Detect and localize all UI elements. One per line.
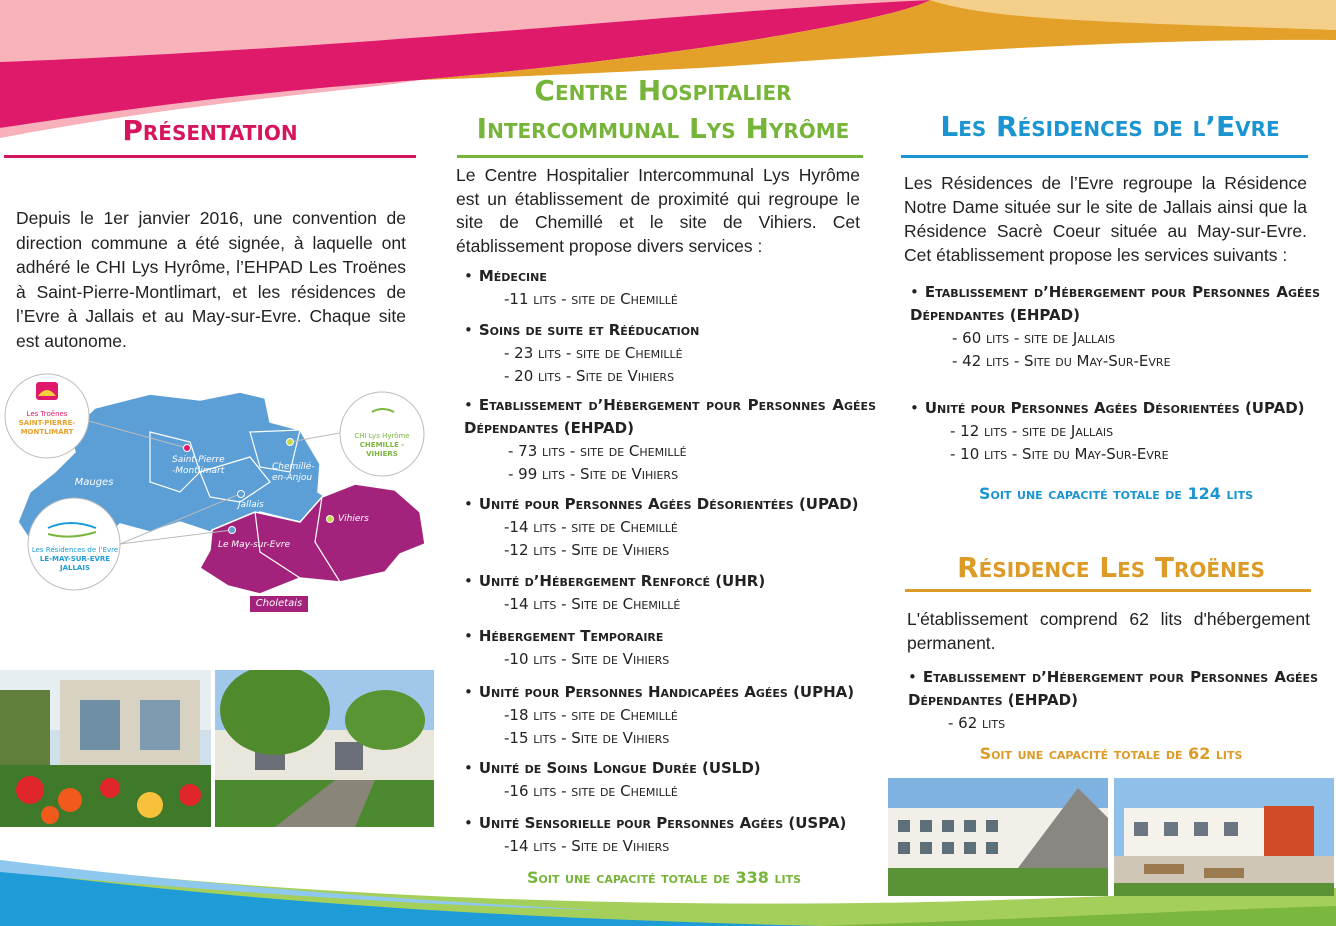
chi-services-list [464,265,876,862]
choletais-tag: Choletais [250,596,308,612]
chi-service [464,757,876,812]
chi-service [464,812,876,862]
troenes-title-rule [905,589,1311,592]
troenes-intro: L'établissement comprend 62 lits d'hébergement permanent. [907,609,1310,653]
bullet-icon: • [910,399,919,417]
vihiers-marker [327,516,334,523]
bullet-icon: • [464,396,473,414]
evre-total: Soit une capacité totale de 124 lits [979,484,1253,503]
evre-service-line: - 42 lits - Site du May-Sur-Evre [952,352,1171,370]
bullet-icon: • [464,572,473,590]
chi-service-line: - 73 lits - site de Chemillé [508,442,687,460]
troenes-total: Soit une capacité totale de 62 lits [979,744,1243,763]
chi-service-line: - 20 lits - Site de Vihiers [504,367,675,385]
bullet-icon: • [908,668,917,686]
mauges-tag: Mauges [66,475,122,491]
logo-residences-line2: LE-MAY-SUR-EVRE [39,555,111,563]
evre-title: Les Résidences de l’Evre [940,110,1280,143]
chemille-marker [287,439,294,446]
chi-title-line1: Centre Hospitalier [534,74,792,107]
evre-services-list [910,281,1320,477]
chi-service-name: Soins de suite et Rééducation [478,321,700,339]
evre-service-name: Etablissement d’Hébergement pour Personnes Agées Dépendantes (EHPAD) [910,283,1320,324]
chi-service [464,570,876,625]
chi-service-line: -14 lits - site de Chemillé [504,518,678,536]
saint-pierre-marker [184,445,191,452]
chi-service [464,319,876,394]
chi-service-line: -14 lits - Site de Chemillé [504,595,681,613]
chi-service-name: Unité pour Personnes Handicapées Agées (UPHA) [478,683,855,701]
chi-service-line: -16 lits - site de Chemillé [504,782,678,800]
bullet-icon: • [910,283,919,301]
logo-residences [28,546,122,573]
bullet-icon: • [464,814,473,832]
evre-service [910,281,1320,397]
chi-service [464,625,876,681]
bullet-icon: • [464,321,473,339]
chi-total: Soit une capacité totale de 338 lits [527,868,801,887]
chi-service-line: -12 lits - Site de Vihiers [504,541,670,559]
may-marker [229,527,236,534]
chi-service-line: -18 lits - site de Chemillé [504,706,678,724]
map-label-vihiers: Vihiers [338,514,369,524]
bullet-icon: • [464,683,473,701]
presentation-text: Depuis le 1er janvier 2016, une convention de direction commune a été signée, à laquelle ont adhéré le CHI Lys Hyrôme, l’EHPAD Les Troënes à Saint-Pierre-Montlimart, et les résidences de l’Evre à Jallais et au May-sur-Evre. Chaque site est autonome. [16,208,406,351]
photo-residence-building-1 [888,778,1108,896]
chi-service-line: - 99 lits - Site de Vihiers [508,465,679,483]
logo-troenes-line3: MONTLIMART [20,428,74,436]
chi-service-name: Unité de Soins Longue Durée (USLD) [478,759,761,777]
map-label-jallais: Jallais [238,500,264,510]
logo-chi-line1: CHI Lys Hyrôme [354,432,410,440]
chi-service-name: Etablissement d’Hébergement pour Personnes Agées Dépendantes (EHPAD) [464,396,876,437]
evre-service-name: Unité pour Personnes Agées Désorientées (UPAD) [924,399,1305,417]
chi-service-name: Médecine [478,267,547,285]
presentation-title-rule [4,155,416,158]
map-label-chemille: Chemillé- en-Anjou [272,462,315,483]
troenes-service-line: - 62 lits [948,714,1006,732]
photo-residence-building-2 [1114,778,1334,896]
photo-building-flowers [0,670,211,827]
bullet-icon: • [464,267,473,285]
logo-troenes [10,410,84,437]
map-label-may: Le May-sur-Evre [218,540,291,550]
chi-service [464,394,876,493]
logo-troenes-line2: SAINT-PIERRE- [18,419,76,427]
chi-title-line2: Intercommunal Lys Hyrôme [476,112,850,145]
chi-service-line: - 23 lits - site de Chemillé [504,344,683,362]
evre-service-line: - 12 lits - site de Jallais [950,422,1114,440]
chi-service-name: Unité Sensorielle pour Personnes Agées (USPA) [478,814,847,832]
chi-service-name: Unité pour Personnes Agées Désorientées (UPAD) [478,495,859,513]
chi-service [464,493,876,570]
chi-service-name: Hébergement Temporaire [478,627,664,645]
evre-service-line: - 60 lits - site de Jallais [952,329,1116,347]
chi-title [455,72,871,148]
logo-chi [344,432,420,459]
evre-title-rule [901,155,1308,158]
troenes-service-name: Etablissement d’Hébergement pour Personnes Agées Dépendantes (EHPAD) [908,668,1318,709]
chi-title-rule [457,155,863,158]
chi-service-name: Unité d’Hébergement Renforcé (UHR) [478,572,766,590]
bullet-icon: • [464,759,473,777]
chi-service-line: -15 lits - Site de Vihiers [504,729,670,747]
chi-service [464,681,876,757]
map-label-saint-pierre: Saint-Pierre -Montlimart [172,455,225,476]
evre-intro: Les Résidences de l’Evre regroupe la Résidence Notre Dame située sur le site de Jallais ainsi que la Résidence Sacrè Coeur située au May-sur-Evre. Cet établissement propose les services suivants : [904,173,1307,265]
evre-service-line: - 10 lits - Site du May-Sur-Evre [950,445,1169,463]
bullet-icon: • [464,627,473,645]
chi-service-line: -10 lits - Site de Vihiers [504,650,670,668]
chi-intro: Le Centre Hospitalier Intercommunal Lys Hyrôme est un établissement de proximité qui regroupe le site de Chemillé et le site de Vihiers. Cet établissement propose divers services : [456,165,860,256]
logo-residences-line3: JALLAIS [59,564,90,572]
photo-garden-courtyard [215,670,434,827]
chi-service [464,265,876,319]
bullet-icon: • [464,495,473,513]
chi-service-line: -14 lits - Site de Vihiers [504,837,670,855]
troenes-services-list [908,666,1318,735]
troenes-service [908,666,1318,735]
chi-service-line: -11 lits - site de Chemillé [504,290,678,308]
logo-troenes-line1: Les Troënes [26,410,68,418]
logo-residences-line1: Les Résidences de l’Evre [31,546,119,554]
presentation-title: Présentation [122,114,298,147]
logo-chi-line2: CHEMILLE - VIHIERS [359,441,405,458]
troenes-title: Résidence Les Troënes [957,551,1265,584]
jallais-marker [238,491,245,498]
evre-service [910,397,1320,477]
